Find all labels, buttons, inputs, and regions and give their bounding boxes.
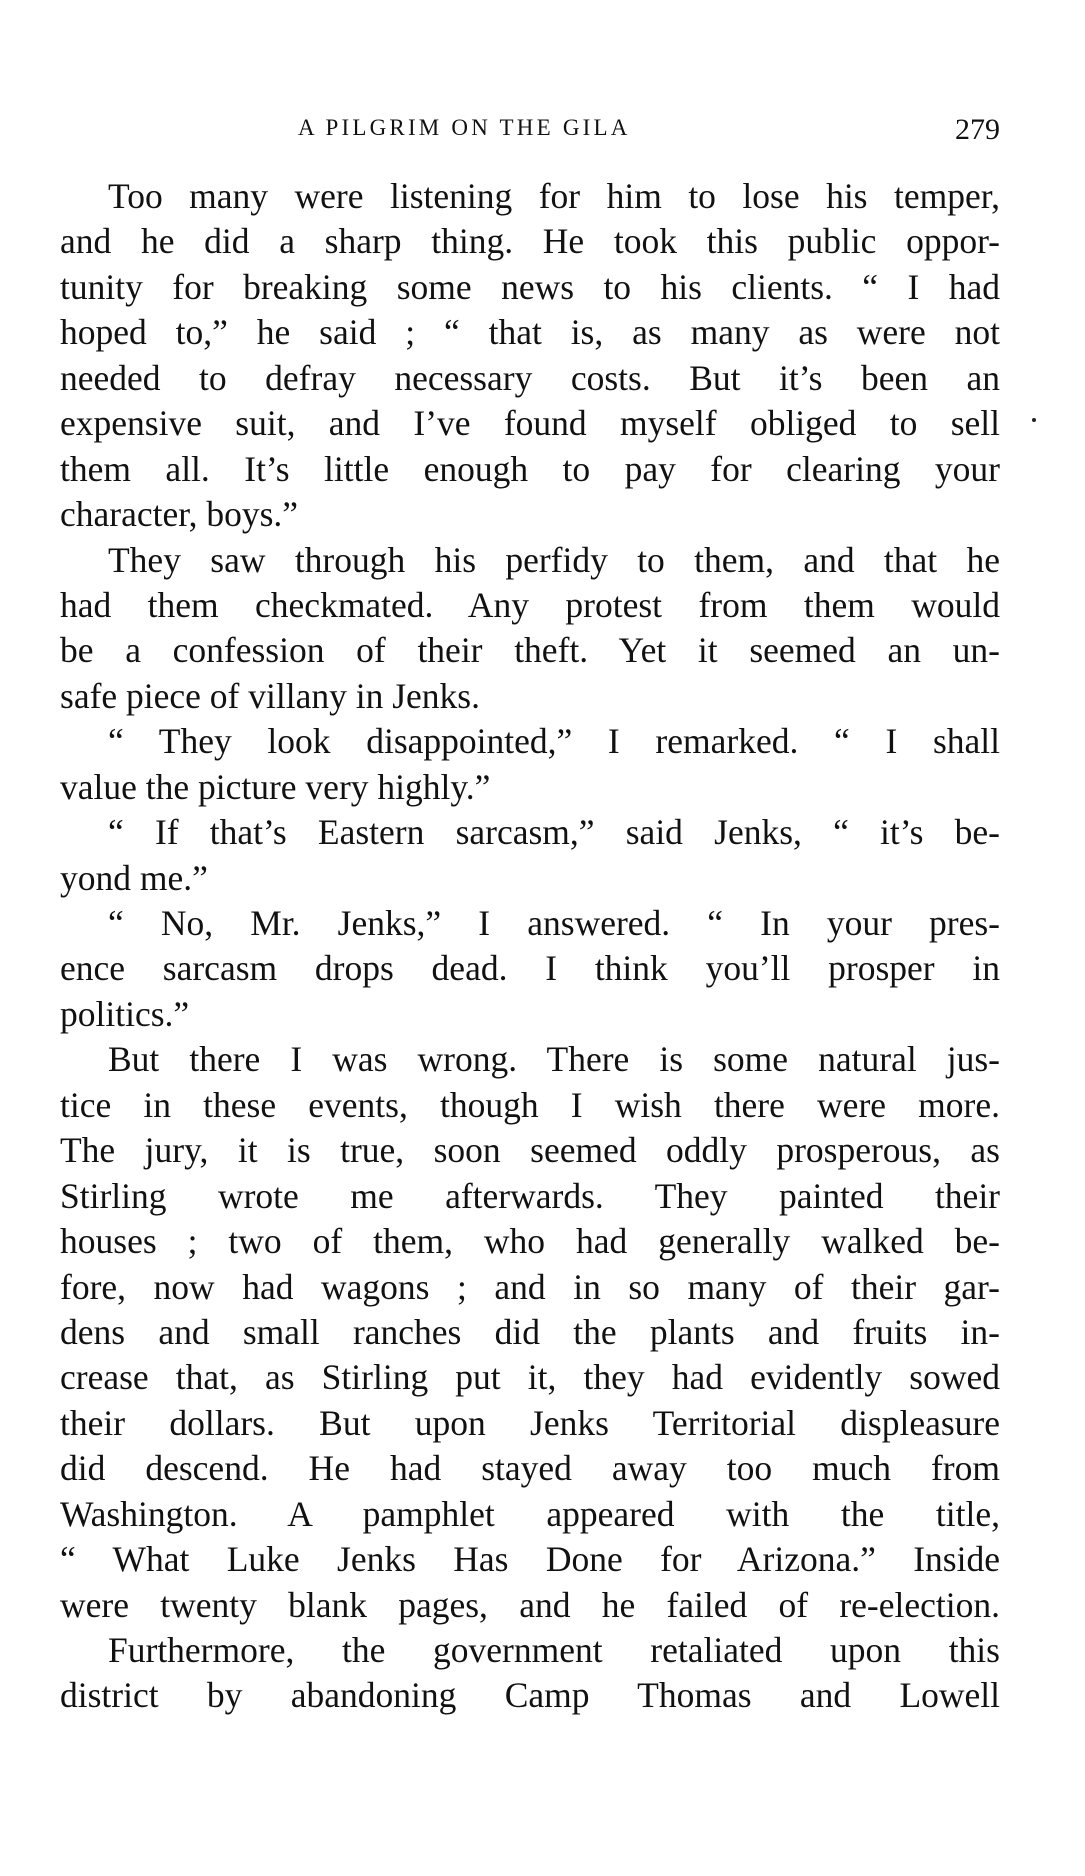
text-line: and he did a sharp thing. He took this public oppor-	[60, 221, 1000, 262]
text-line: did descend. He had stayed away too much from	[60, 1448, 1000, 1489]
text-line: district by abandoning Camp Thomas and Lowell	[60, 1675, 1000, 1716]
text-line: Too many were listening for him to lose his temper,	[108, 176, 1000, 216]
text-line: The jury, it is true, soon seemed oddly prosperous, as	[60, 1130, 1000, 1171]
text-line: politics.”	[60, 993, 190, 1034]
text-line: Washington. A pamphlet appeared with the title,	[60, 1493, 1000, 1534]
running-title: A PILGRIM ON THE GILA	[298, 115, 631, 140]
text-line: character, boys.”	[60, 494, 299, 535]
text-line: them all. It’s little enough to pay for clearing your	[60, 448, 1000, 489]
text-line: value the picture very highly.”	[60, 766, 491, 807]
text-line: “ No, Mr. Jenks,” I answered. “ In your pres-	[108, 903, 1000, 943]
text-line: tunity for breaking some news to his clients. “ I had	[60, 266, 1000, 307]
text-line: tice in these events, though I wish there were more.	[60, 1084, 1000, 1125]
text-line: dens and small ranches did the plants and fruits in-	[60, 1311, 1000, 1352]
text-line: expensive suit, and I’ve found myself obliged to sell	[60, 403, 1000, 444]
text-line: But there I was wrong. There is some natural jus-	[108, 1039, 1000, 1080]
text-line: “ If that’s Eastern sarcasm,” said Jenks, “ it’s be-	[108, 812, 1000, 853]
body-text	[60, 174, 1000, 1719]
text-line: their dollars. But upon Jenks Territorial displeasure	[60, 1402, 1000, 1443]
text-line: had them checkmated. Any protest from them would	[60, 584, 1000, 625]
text-line: be a confession of their theft. Yet it seemed an un-	[60, 630, 1000, 671]
text-line: They saw through his perfidy to them, and that he	[108, 539, 1000, 580]
text-line: Stirling wrote me afterwards. They painted their	[60, 1175, 1000, 1216]
text-line: ence sarcasm drops dead. I think you’ll prosper in	[60, 948, 1000, 989]
page-number: 279	[955, 113, 1000, 146]
text-line: crease that, as Stirling put it, they had evidently sowed	[60, 1357, 1000, 1398]
text-line: needed to defray necessary costs. But it’s been an	[60, 357, 1000, 398]
text-line: “ What Luke Jenks Has Done for Arizona.” Inside	[60, 1539, 1000, 1580]
text-line: were twenty blank pages, and he failed of re-election.	[60, 1584, 1000, 1625]
text-line: safe piece of villany in Jenks.	[60, 675, 480, 716]
running-head	[60, 108, 1000, 148]
text-line: hoped to,” he said ; “ that is, as many as were not	[60, 312, 1000, 353]
text-line: yond me.”	[60, 857, 208, 898]
text-line: “ They look disappointed,” I remarked. “ I shall	[108, 721, 1000, 762]
ink-speck	[1032, 418, 1036, 422]
text-line: fore, now had wagons ; and in so many of their gar-	[60, 1266, 1000, 1307]
text-line: houses ; two of them, who had generally walked be-	[60, 1221, 1000, 1262]
text-line: Furthermore, the government retaliated upon this	[108, 1630, 1000, 1670]
